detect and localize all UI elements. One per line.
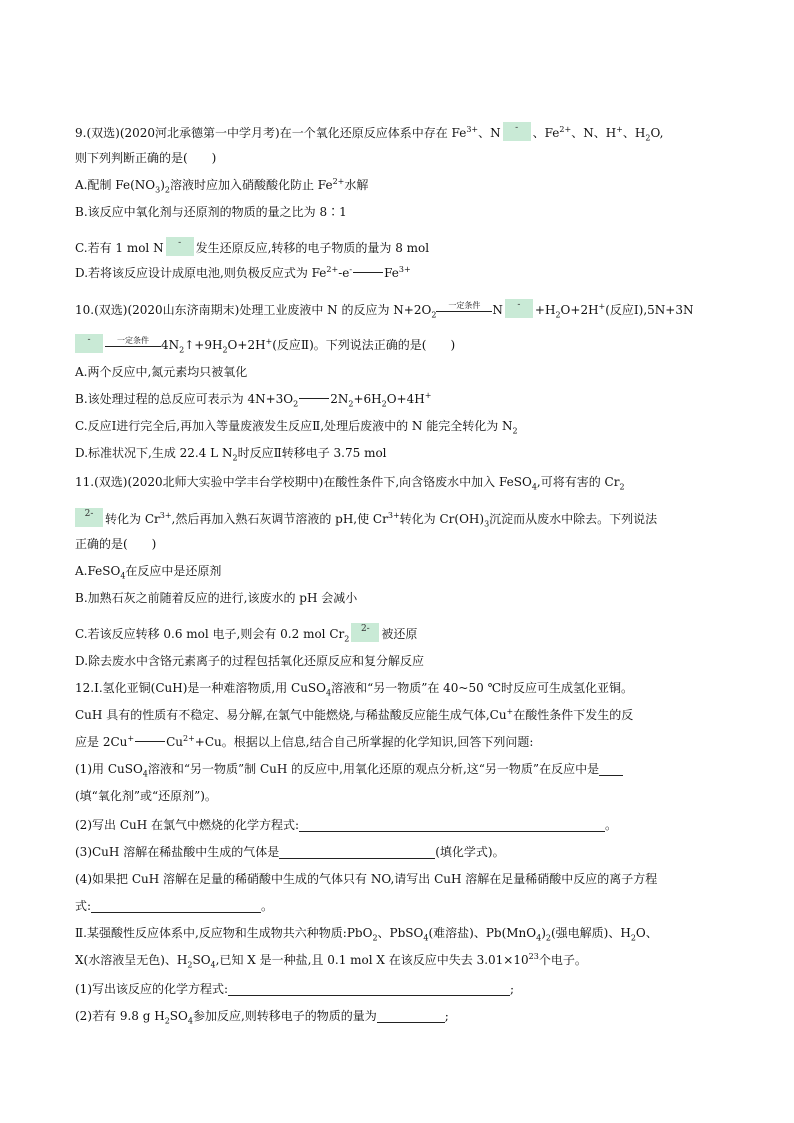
q10-option-b: B.该处理过程的总反应可表示为 $4N+3O_2$ $2N_2+6H_2O+4H^+$ xyxy=(75,391,432,409)
q9-option-a: A.配制 $Fe(NO_3)_2$溶液时应加入硝酸酸化防止 $Fe^{2+}$水解 xyxy=(75,177,369,195)
q11-stem-line3: 正确的是( ) xyxy=(75,537,157,551)
q11-option-c: C.若该反应转移 0.6 mol 电子,则会有 0.2 mol $Cr_2$ 2- 被还原 xyxy=(75,624,418,644)
formula-placeholder: - xyxy=(503,122,531,141)
q12-section2-line2: X(水溶液呈无色)、$H_2SO_4$,已知 X 是一种盐,且 0.1 mol X 在该反应中失去 $3.01\times 10^{23}$个电子。 xyxy=(75,952,587,970)
q12-intro-line1: 12.Ⅰ.氢化亚铜(CuH)是一种难溶物质,用 CuSO$_4$溶液和“另一物质”在 40~50 ℃时反应可生成氢化亚铜。 xyxy=(75,681,633,698)
q12-section2-line1: Ⅱ.某强酸性反应体系中,反应物和生成物共六种物质:PbO$_2$、PbSO$_4$(难溶盐)、$Pb(MnO_4)_2$(强电解质)、$H_2O$、 xyxy=(75,926,658,943)
q12-section2-q2: (2)若有 9.8 g $H_2SO_4$参加反应,则转移电子的物质的量为 ; xyxy=(75,1009,449,1026)
answer-blank[interactable] xyxy=(91,898,261,913)
q9-option-c: C.若有 1 mol N - 发生还原反应,转移的电子物质的量为 8 mol xyxy=(75,238,430,255)
q12-intro-line3: 应是 2Cu+ $Cu^{2+}+Cu$。根据以上信息,结合自己所掌握的化学知识,回答下列问题: xyxy=(75,734,534,749)
q12-part1-line2: (填“氧化剂”或“还原剂”)。 xyxy=(75,789,217,803)
q9-stem-line1: 9.(双选)(2020河北承德第一中学月考)在一个氧化还原反应体系中存在 $Fe^{3+}$、N - 、$Fe^{2+}$、N、H+、$H_2O$, xyxy=(75,123,664,143)
q12-part4-line2: 式: 。 xyxy=(75,899,274,913)
q11-option-b: B.加熟石灰之前随着反应的进行,该废水的 pH 会减小 xyxy=(75,591,358,605)
q12-part1-line1: (1)用 CuSO$_4$溶液和“另一物质”制 CuH 的反应中,用氧化还原的观点分析,这“另一物质”在反应中是 xyxy=(75,760,623,778)
answer-blank[interactable] xyxy=(377,1008,445,1023)
formula-placeholder: - xyxy=(505,299,533,318)
q12-part3: (3)CuH 溶解在稀盐酸中生成的气体是 (填化学式)。 xyxy=(75,845,505,859)
q11-stem-line2: 2- 转化为 $Cr^{3+}$,然后再加入熟石灰调节溶液的 pH,使 $Cr^{3+}$转化为 $Cr(OH)_3$沉淀而从废水中除去。下列说法 xyxy=(75,508,657,528)
q10-stem-line1: 10.(双选)(2020山东济南期末)处理工业废液中 N 的反应为 $N+2O_2$ 一定条件 N - $+H_2O+2H^+$(反应Ⅰ),5N+3N xyxy=(75,300,694,320)
formula-placeholder: - xyxy=(166,237,194,256)
q11-stem-line1: 11.(双选)(2020北师大实验中学丰台学校期中)在酸性条件下,向含铬废水中加入 FeSO$_4$,可将有害的 $Cr_2$ xyxy=(75,475,625,492)
q9-option-b: B.该反应中氧化剂与还原剂的物质的量之比为 8∶1 xyxy=(75,205,347,219)
q12-part4-line1: (4)如果把 CuH 溶解在足量的稀硝酸中生成的气体只有 NO,请写出 CuH 溶解在足量稀硝酸中反应的离子方程 xyxy=(75,872,658,886)
answer-blank[interactable] xyxy=(228,981,510,996)
q11-option-d: D.除去废水中含铬元素离子的过程包括氧化还原反应和复分解反应 xyxy=(75,654,425,668)
q12-part2: (2)写出 CuH 在氯气中燃烧的化学方程式: 。 xyxy=(75,818,618,832)
answer-blank[interactable] xyxy=(299,817,605,832)
q10-stem-line2: - 一定条件 $4N_2↑+9H_2O+2H^+$(反应Ⅱ)。下列说法正确的是( ) xyxy=(75,334,455,354)
formula-placeholder: - xyxy=(75,334,103,353)
answer-blank[interactable] xyxy=(279,844,435,859)
answer-blank[interactable] xyxy=(599,761,623,776)
q10-option-a: A.两个反应中,氮元素均只被氧化 xyxy=(75,365,248,379)
q9-stem-line2: 则下列判断正确的是( ) xyxy=(75,151,217,165)
q9-option-d: D.若将该反应设计成原电池,则负极反应式为 $Fe^{2+}-e^-$ $Fe^{3+}$ xyxy=(75,265,411,280)
q12-section2-q1: (1)写出该反应的化学方程式: ; xyxy=(75,982,515,996)
formula-placeholder: 2- xyxy=(75,508,103,527)
q10-option-d: D.标准状况下,生成 22.4 L $N_2$时反应Ⅱ转移电子 3.75 mol xyxy=(75,446,387,463)
formula-placeholder: 2- xyxy=(351,623,379,642)
q12-intro-line2: CuH 具有的性质有不稳定、易分解,在氯气中能燃烧,与稀盐酸反应能生成气体,Cu+在酸性条件下发生的反 xyxy=(75,707,634,722)
q10-option-c: C.反应Ⅰ进行完全后,再加入等量废液发生反应Ⅱ,处理后废液中的 N 能完全转化为 $N_2$ xyxy=(75,419,518,436)
q11-option-a: A.FeSO$_4$在反应中是还原剂 xyxy=(75,564,222,581)
